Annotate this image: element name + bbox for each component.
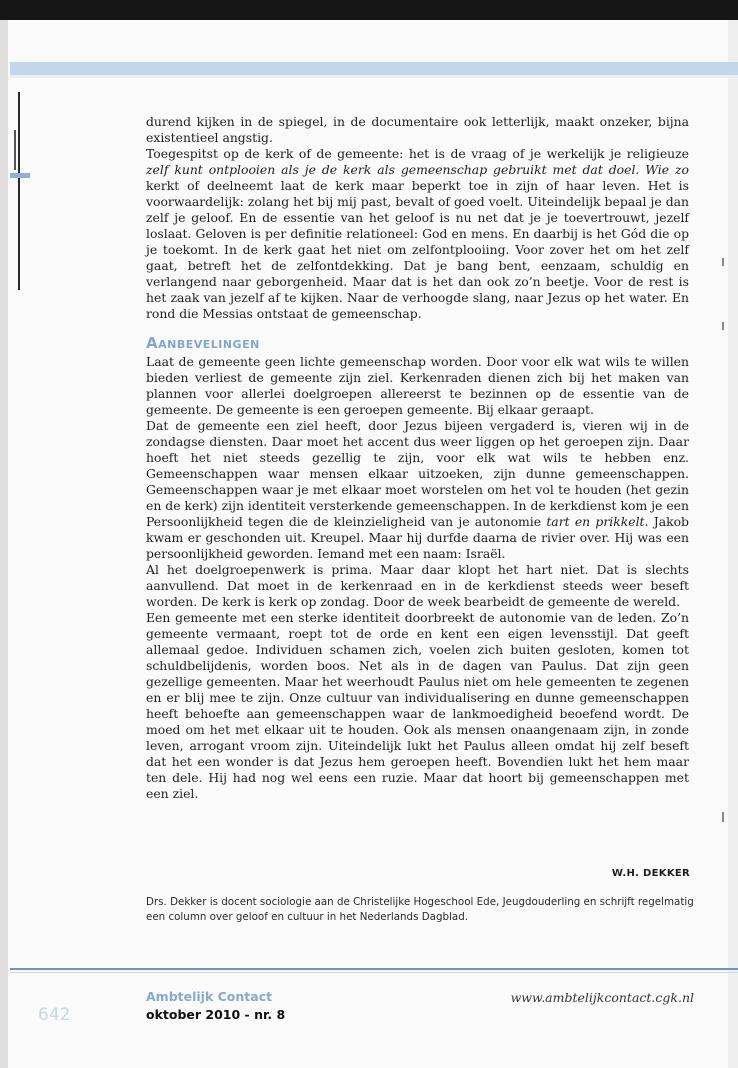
paragraph [146, 562, 689, 610]
scan-top-border [0, 0, 738, 20]
article-section-paragraphs [146, 354, 689, 802]
text-segment: durend kijken in de spiegel, in de documentaire ook letterlijk, maakt onzeker, bijna existentieel angstig. [146, 114, 689, 145]
section-heading: Aanbevelingen [146, 334, 260, 352]
margin-vertical-rule [18, 92, 20, 290]
text-segment: kerkt of deelneemt laat de kerk maar beperkt toe in zijn of haar leven. Het is voorwaardelijk: zolang het bij mij past, bevalt of goed voelt. Uiteindelijk bepaal je dan zelf je geloof. En de essentie van het geloof is nu net dat je je toevertrouwt, jezelf loslaat. Geloven is per definitie relationeel: God en mens. En daarbij is het Gód die op je toekomt. In de kerk gaat het niet om zelfontplooiing. Voor zover het om het zelf gaat, betreft het de zelfontdekking. Dat je bang bent, eenzaam, schuldig en verlangend naar geborgenheid. Maar dat is het dan ook zo’n beetje. Voor de rest is het zaak van jezelf af te kijken. Naar de verhoogde slang, naar Jezus op het water. En rond die Messias ontstaat de gemeenschap. [146, 178, 689, 321]
text-segment: Toegespitst op de kerk of de gemeente: het is de vraag of je werkelijk je religieuze [146, 146, 689, 161]
paragraph [146, 418, 689, 562]
footer-rule-thin [10, 972, 738, 973]
magazine-issue: oktober 2010 - nr. 8 [146, 1007, 286, 1022]
text-segment: Een gemeente met een sterke identiteit doorbreekt de autonomie van de leden. Zo’n gemeente vermaant, roept tot de orde en kent een eigen levensstijl. Dat geeft allemaal gedoe. Individuen schamen zich, voelen zich buiten gesloten, komen tot schuldbelijdenis, worden boos. Net als in de dagen van Paulus. Dat zijn geen gezellige gemeenten. Maar het weerhoudt Paulus niet om hele gemeenten te zegenen en er blij mee te zijn. Onze cultuur van individualisering en dunne gemeenschappen heeft behoefte aan gemeenschappen waar de lankmoedigheid beoefend wordt. De moed om het met elkaar uit te houden. Ook als mensen onaangenaam zijn, in zonde leven, arrogant vroom zijn. Uiteindelijk lukt het Paulus alleen omdat hij zelf beseft dat het een wonder is dat Jezus hem geroepen heeft. Bovendien lukt het hem maar ten dele. Hij had nog wel eens een ruzie. Maar dat hoort bij gemeenschappen met een ziel. [146, 610, 689, 801]
margin-vertical-rule-secondary [14, 130, 16, 170]
scan-right-edge [728, 20, 738, 1068]
text-segment: Al het doelgroepenwerk is prima. Maar daar klopt het hart niet. Dat is slechts aanvullend. Dat moet in de kerkenraad en in de kerkdienst steeds weer beseft worden. De kerk is kerk op zondag. Door de week bearbeidt de gemeente de wereld. [146, 562, 689, 609]
text-segment: . Jakob kwam er geschonden uit. Kreupel. Maar hij durfde daarna de rivier over. Hij was een persoonlijkheid geworden. Iemand met een naam: Israël. [146, 514, 689, 561]
page-number: 642 [38, 1005, 71, 1025]
paragraph [146, 146, 689, 322]
author-name: W.H. DEKKER [611, 868, 690, 879]
article-intro-paragraphs [146, 114, 689, 322]
header-color-band-fade [10, 75, 738, 78]
paragraph [146, 610, 689, 802]
margin-tick-mark [722, 812, 724, 822]
italic-text-segment: tart en prikkelt [546, 514, 645, 529]
article-body [146, 114, 689, 802]
paragraph [146, 354, 689, 418]
italic-text-segment: zelf kunt ontplooien als je de kerk als gemeenschap gebruikt met dat doel. Wie zo [146, 162, 689, 177]
magazine-title: Ambtelijk Contact [146, 989, 273, 1004]
paragraph [146, 114, 689, 146]
margin-tick-mark [722, 258, 724, 266]
author-bio: Drs. Dekker is docent sociologie aan de Christelijke Hogeschool Ede, Jeugdouderling en schrijft regelmatig een column over geloof en cultuur in het Nederlands Dagblad. [146, 896, 694, 923]
website-url[interactable]: www.ambtelijkcontact.cgk.nl [510, 990, 694, 1005]
margin-blue-tab [10, 173, 30, 178]
footer-rule [10, 968, 738, 970]
text-segment: Dat de gemeente een ziel heeft, door Jezus bijeen vergaderd is, vieren wij in de zondagse diensten. Daar moet het accent dus weer liggen op het geroepen zijn. Daar hoeft het niet steeds gezellig te zijn, voor elk wat wils te hebben enz. Gemeenschappen waar mensen elkaar uitzoeken, zijn dunne gemeenschappen. Gemeenschappen waar je met elkaar moet worstelen om het vol te houden (het gezin en de kerk) zijn identiteit versterkende gemeenschappen. In de kerkdienst kom je een Persoonlijkheid tegen die de kleinzieligheid van je autonomie [146, 418, 689, 529]
header-color-band [10, 62, 738, 75]
text-segment: Laat de gemeente geen lichte gemeenschap worden. Door voor elk wat wils te willen bieden verliest de gemeente zijn ziel. Kerkenraden dienen zich bij het maken van plannen voor allerlei doelgroepen allereerst te bezinnen op de essentie van de gemeente. De gemeente is een geroepen gemeente. Bij elkaar geraapt. [146, 354, 689, 417]
margin-tick-mark [722, 322, 724, 330]
scan-left-edge [0, 20, 8, 1068]
